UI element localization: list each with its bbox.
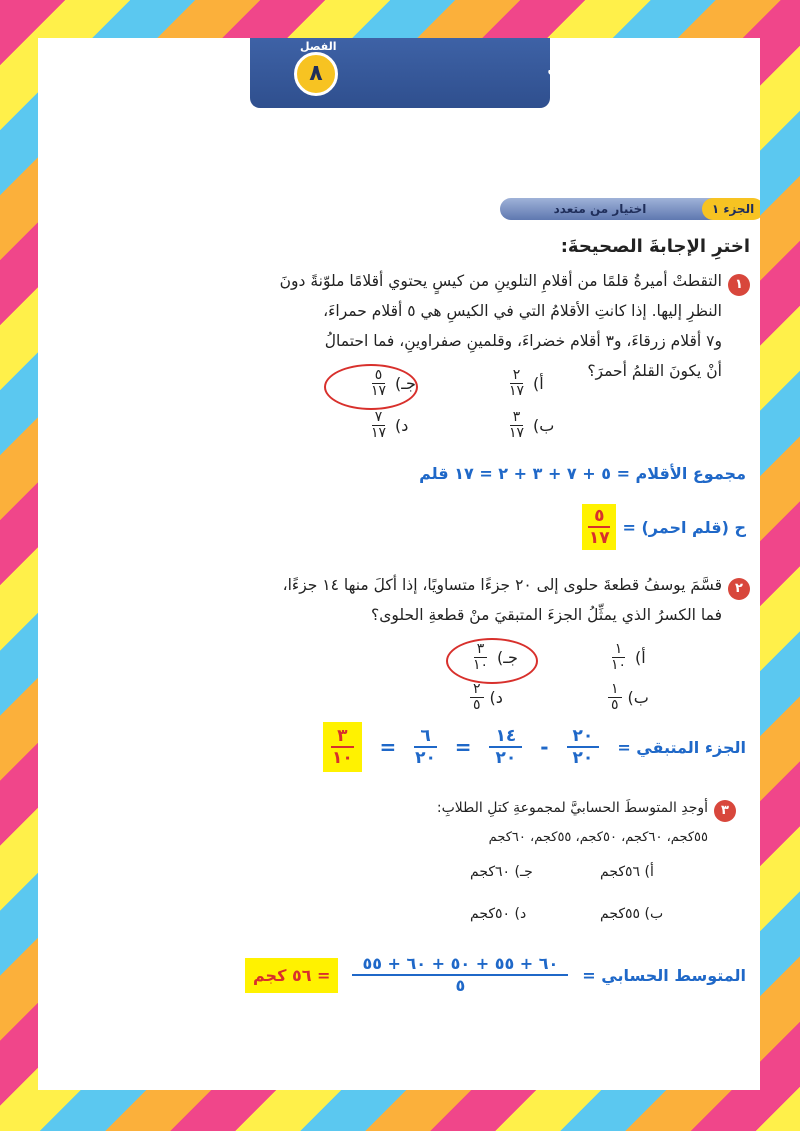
question-1-line: و٧ أقلام زرقاءَ، و٣ أقلام خضراءَ، وقلمينِ صفراوينِ، فما احتمالُ xyxy=(324,332,722,350)
choice-fraction: $\frac{٥}{١٧}$ xyxy=(371,367,387,399)
part-label: اختيار من متعدد xyxy=(553,202,647,216)
q3-answer xyxy=(245,954,746,996)
choice-fraction: $\frac{٧}{١٧}$ xyxy=(371,409,387,441)
q3-choice-b[interactable]: ب) ٥٥كجم xyxy=(600,906,664,922)
chapter-word: الفصل xyxy=(300,40,337,53)
choice-fraction: $\frac{٢}{١٧}$ xyxy=(509,367,525,399)
question-2-line: فما الكسرُ الذي يمثِّلُ الجزءَ المتبقيَ منْ قطعةِ الحلوى؟ xyxy=(371,606,722,624)
highlight-box xyxy=(323,722,361,772)
question-number-2: ٢ xyxy=(728,578,750,600)
question-number-3: ٣ xyxy=(714,800,736,822)
choice-letter: جـ) xyxy=(395,374,416,393)
highlight-box xyxy=(582,504,616,550)
q2-choice-d[interactable] xyxy=(470,682,503,713)
equals-sign: = xyxy=(379,735,397,759)
choice-letter: ب) xyxy=(627,688,649,707)
q3-choice-c[interactable]: جـ) ٦٠كجم xyxy=(470,864,533,880)
fraction-total: $\frac{٢٠}{٢٠}$ xyxy=(567,726,600,768)
q3-choice-d[interactable]: د) ٥٠كجم xyxy=(470,906,527,922)
choice-letter: د) xyxy=(489,688,503,707)
question-number-1: ١ xyxy=(728,274,750,296)
q2-answer xyxy=(323,722,746,772)
choice-letter: ب) xyxy=(533,416,555,435)
question-3-text: أوجدِ المتوسطَ الحسابيَّ لمجموعةِ كتلِ الطلابِ: xyxy=(436,800,708,816)
chapter-title: الاختبار التراكميّ xyxy=(547,58,688,78)
equals-sign: = xyxy=(454,735,472,759)
fraction-eaten: $\frac{١٤}{٢٠}$ xyxy=(489,726,522,768)
q3-choice-a[interactable]: أ) ٥٦كجم xyxy=(600,864,654,880)
choice-fraction: $\frac{١}{١٠}$ xyxy=(611,641,627,673)
choice-fraction: $\frac{١}{٥}$ xyxy=(608,682,622,713)
remaining-label: الجزء المتبقي = xyxy=(617,737,746,757)
choice-letter: د) xyxy=(395,416,409,435)
q1-choice-c[interactable] xyxy=(368,368,416,399)
question-3-data: ٥٥كجم، ٦٠كجم، ٥٠كجم، ٥٥كجم، ٦٠كجم xyxy=(488,830,708,845)
part-tag: الجزء ١ xyxy=(702,198,760,220)
instruction: اخترِ الإجابةَ الصحيحةَ: xyxy=(560,236,750,257)
choice-fraction: $\frac{٣}{١٠}$ xyxy=(473,641,489,673)
question-2-text xyxy=(72,570,722,630)
choice-fraction: $\frac{٣}{١٧}$ xyxy=(509,409,525,441)
choice-fraction: $\frac{٢}{٥}$ xyxy=(470,682,484,713)
q1-answer-sum: مجموع الأقلام = ٥ + ٧ + ٣ + ٢ = ١٧ قلم xyxy=(419,464,746,483)
q2-choice-c[interactable] xyxy=(470,642,518,673)
q1-choice-a[interactable] xyxy=(506,368,544,399)
q1-choice-b[interactable] xyxy=(506,410,554,441)
q1-choice-d[interactable] xyxy=(368,410,408,441)
choice-letter: أ) xyxy=(635,648,646,667)
chapter-number-badge: ٨ xyxy=(294,52,338,96)
q2-choice-a[interactable] xyxy=(608,642,646,673)
question-2-line: قسَّمَ يوسفُ قطعةَ حلوى إلى ٢٠ جزءًا متساويًا، إذا أكلَ منها ١٤ جزءًا، xyxy=(282,576,722,594)
answer-fraction: $\frac{٥}{١٧}$ xyxy=(588,506,610,548)
answer-fraction: $\frac{٣}{١٠}$ xyxy=(331,726,353,768)
mean-label: المتوسط الحسابي = xyxy=(582,965,746,985)
fraction-remaining: $\frac{٦}{٢٠}$ xyxy=(415,726,436,768)
minus-sign: - xyxy=(540,735,549,759)
chapter-subtitle: الفصل ٨ xyxy=(652,82,688,93)
worksheet-page xyxy=(38,38,760,1090)
mean-result: = ٥٦ كجم xyxy=(245,958,338,993)
question-1-line: أنْ يكونَ القلمُ أحمرَ؟ xyxy=(587,362,722,380)
mean-fraction: $\frac{٦٠ + ٥٥ + ٥٠ + ٦٠ + ٥٥}{٥}$ xyxy=(352,954,568,996)
q2-choice-b[interactable] xyxy=(608,682,649,713)
choice-letter: جـ) xyxy=(497,648,518,667)
question-1-line: التقطتْ أميرةُ قلمًا من أقلامِ التلوينِ من كيسٍ يحتوي أقلامًا ملوّنةً دونَ xyxy=(279,272,722,290)
question-1-line: النظرِ إليها. إذا كانتِ الأقلامُ التي في الكيسِ هي ٥ أقلام حمراءَ، xyxy=(323,302,722,320)
q1-answer-probability xyxy=(582,504,746,550)
choice-letter: أ) xyxy=(533,374,544,393)
probability-label: ح (قلم احمر) = xyxy=(622,517,746,537)
